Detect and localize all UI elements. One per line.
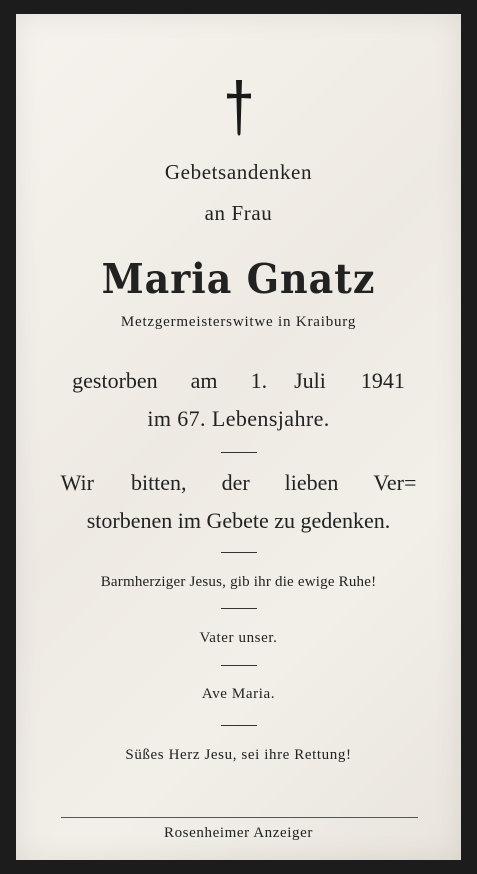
request-word-4: lieben (284, 470, 339, 495)
prayer-our-father: Vater unser. (199, 630, 278, 646)
separator-5 (221, 725, 257, 726)
request-word-3: der (221, 470, 250, 495)
prayer-sacred-heart: Süßes Herz Jesu, sei ihre Rettung! (125, 747, 352, 763)
death-word-1: gestorben (72, 368, 158, 393)
request-word-1: Wir (60, 470, 94, 495)
publisher: Rosenheimer Anzeiger (163, 825, 314, 841)
deceased-name: Maria Gnatz (101, 254, 376, 303)
salutation: an Frau (204, 201, 273, 225)
separator-4 (221, 665, 257, 666)
age-line: im 67. Lebensjahre. (147, 406, 330, 431)
footer-rule (61, 817, 418, 818)
prayer-mercy: Barmherziger Jesus, gib ihr die ewige Ruhe! (100, 574, 377, 590)
request-line-1 (16, 470, 461, 496)
request-word-5: Ver= (373, 470, 417, 495)
cross-icon (16, 78, 461, 140)
separator-3 (221, 608, 257, 609)
card-paper (16, 14, 461, 860)
prayer-hail-mary: Ave Maria. (201, 686, 276, 702)
occupation: Metzgermeisterswitwe in Kraiburg (120, 314, 357, 330)
death-word-4: Juli (294, 368, 326, 393)
separator-2 (221, 552, 257, 553)
death-word-2: am (190, 368, 218, 393)
request-line-2: storbenen im Gebete zu gedenken. (86, 508, 391, 533)
death-word-5: 1941 (360, 368, 405, 393)
request-word-2: bitten, (130, 470, 187, 495)
separator-1 (221, 452, 257, 453)
card-heading: Gebetsandenken (164, 160, 313, 184)
death-date-line (16, 368, 461, 394)
death-word-3: 1. (250, 368, 268, 393)
